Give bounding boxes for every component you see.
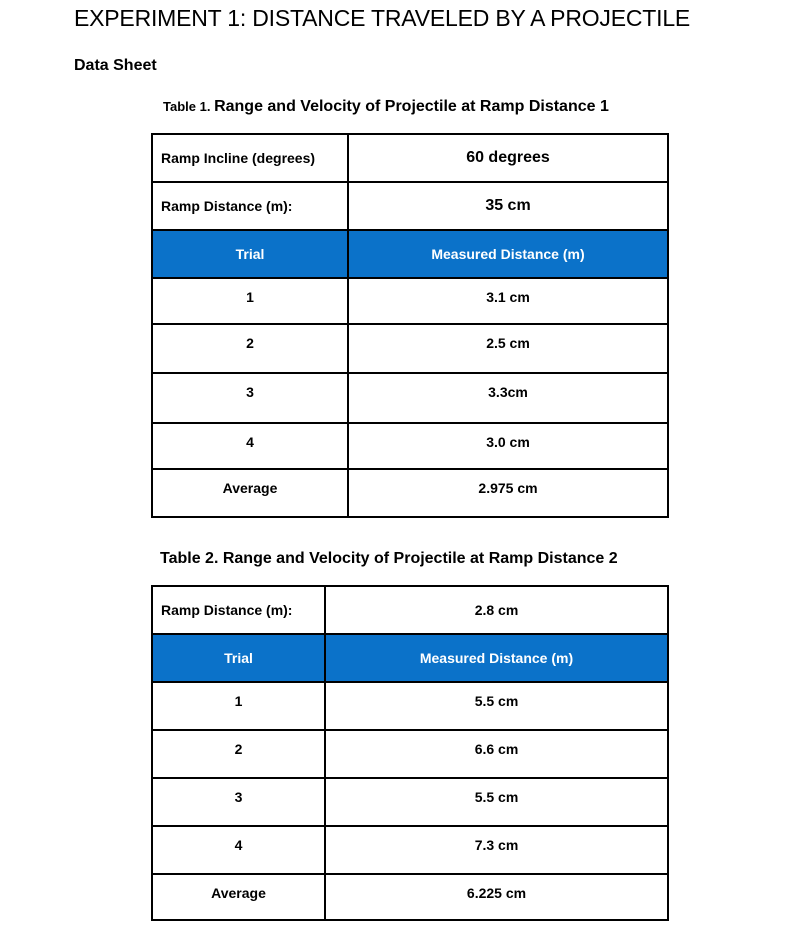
- table2-distance-row: [152, 586, 668, 634]
- table1: [151, 133, 669, 518]
- table-row: [152, 826, 668, 874]
- trial-cell: 2: [152, 730, 325, 778]
- average-label-cell: Average: [152, 874, 325, 920]
- trial-cell: 1: [152, 278, 348, 324]
- trial-cell: 4: [152, 423, 348, 469]
- trial-cell: 4: [152, 826, 325, 874]
- table2: [151, 585, 669, 921]
- measured-cell: 3.1 cm: [348, 278, 668, 324]
- table-row: [152, 778, 668, 826]
- document-title: EXPERIMENT 1: DISTANCE TRAVELED BY A PROJECTILE: [74, 5, 691, 31]
- measured-cell: 3.3cm: [348, 373, 668, 423]
- table1-distance-label: Ramp Distance (m):: [152, 182, 348, 230]
- table1-header-measured: Measured Distance (m): [348, 230, 668, 278]
- table-row: [152, 373, 668, 423]
- measured-cell: 5.5 cm: [325, 682, 668, 730]
- measured-cell: 5.5 cm: [325, 778, 668, 826]
- table2-header-trial: Trial: [152, 634, 325, 682]
- table-row: [152, 278, 668, 324]
- table1-incline-row: [152, 134, 668, 182]
- table-row: [152, 874, 668, 920]
- table-row: [152, 324, 668, 373]
- table1-distance-value: 35 cm: [348, 182, 668, 230]
- table1-caption: [163, 98, 609, 116]
- table1-distance-row: [152, 182, 668, 230]
- table-row: [152, 730, 668, 778]
- table-row: [152, 682, 668, 730]
- average-value-cell: 6.225 cm: [325, 874, 668, 920]
- table2-distance-value: 2.8 cm: [325, 586, 668, 634]
- table2-caption: Table 2. Range and Velocity of Projectile at Ramp Distance 2: [160, 550, 618, 567]
- trial-cell: 2: [152, 324, 348, 373]
- section-heading: Data Sheet: [74, 57, 157, 74]
- measured-cell: 3.0 cm: [348, 423, 668, 469]
- table1-caption-prefix: Table 1.: [163, 99, 215, 114]
- average-label-cell: Average: [152, 469, 348, 517]
- trial-cell: 1: [152, 682, 325, 730]
- table2-header-row: [152, 634, 668, 682]
- trial-cell: 3: [152, 778, 325, 826]
- measured-cell: 6.6 cm: [325, 730, 668, 778]
- trial-cell: 3: [152, 373, 348, 423]
- table2-header-measured: Measured Distance (m): [325, 634, 668, 682]
- table1-incline-value: 60 degrees: [348, 134, 668, 182]
- measured-cell: 7.3 cm: [325, 826, 668, 874]
- measured-cell: 2.5 cm: [348, 324, 668, 373]
- table-row: [152, 423, 668, 469]
- table-row: [152, 469, 668, 517]
- table1-header-row: [152, 230, 668, 278]
- table1-incline-label: Ramp Incline (degrees): [152, 134, 348, 182]
- table1-header-trial: Trial: [152, 230, 348, 278]
- table2-distance-label: Ramp Distance (m):: [152, 586, 325, 634]
- average-value-cell: 2.975 cm: [348, 469, 668, 517]
- table1-caption-text: Range and Velocity of Projectile at Ramp Distance 1: [214, 98, 609, 115]
